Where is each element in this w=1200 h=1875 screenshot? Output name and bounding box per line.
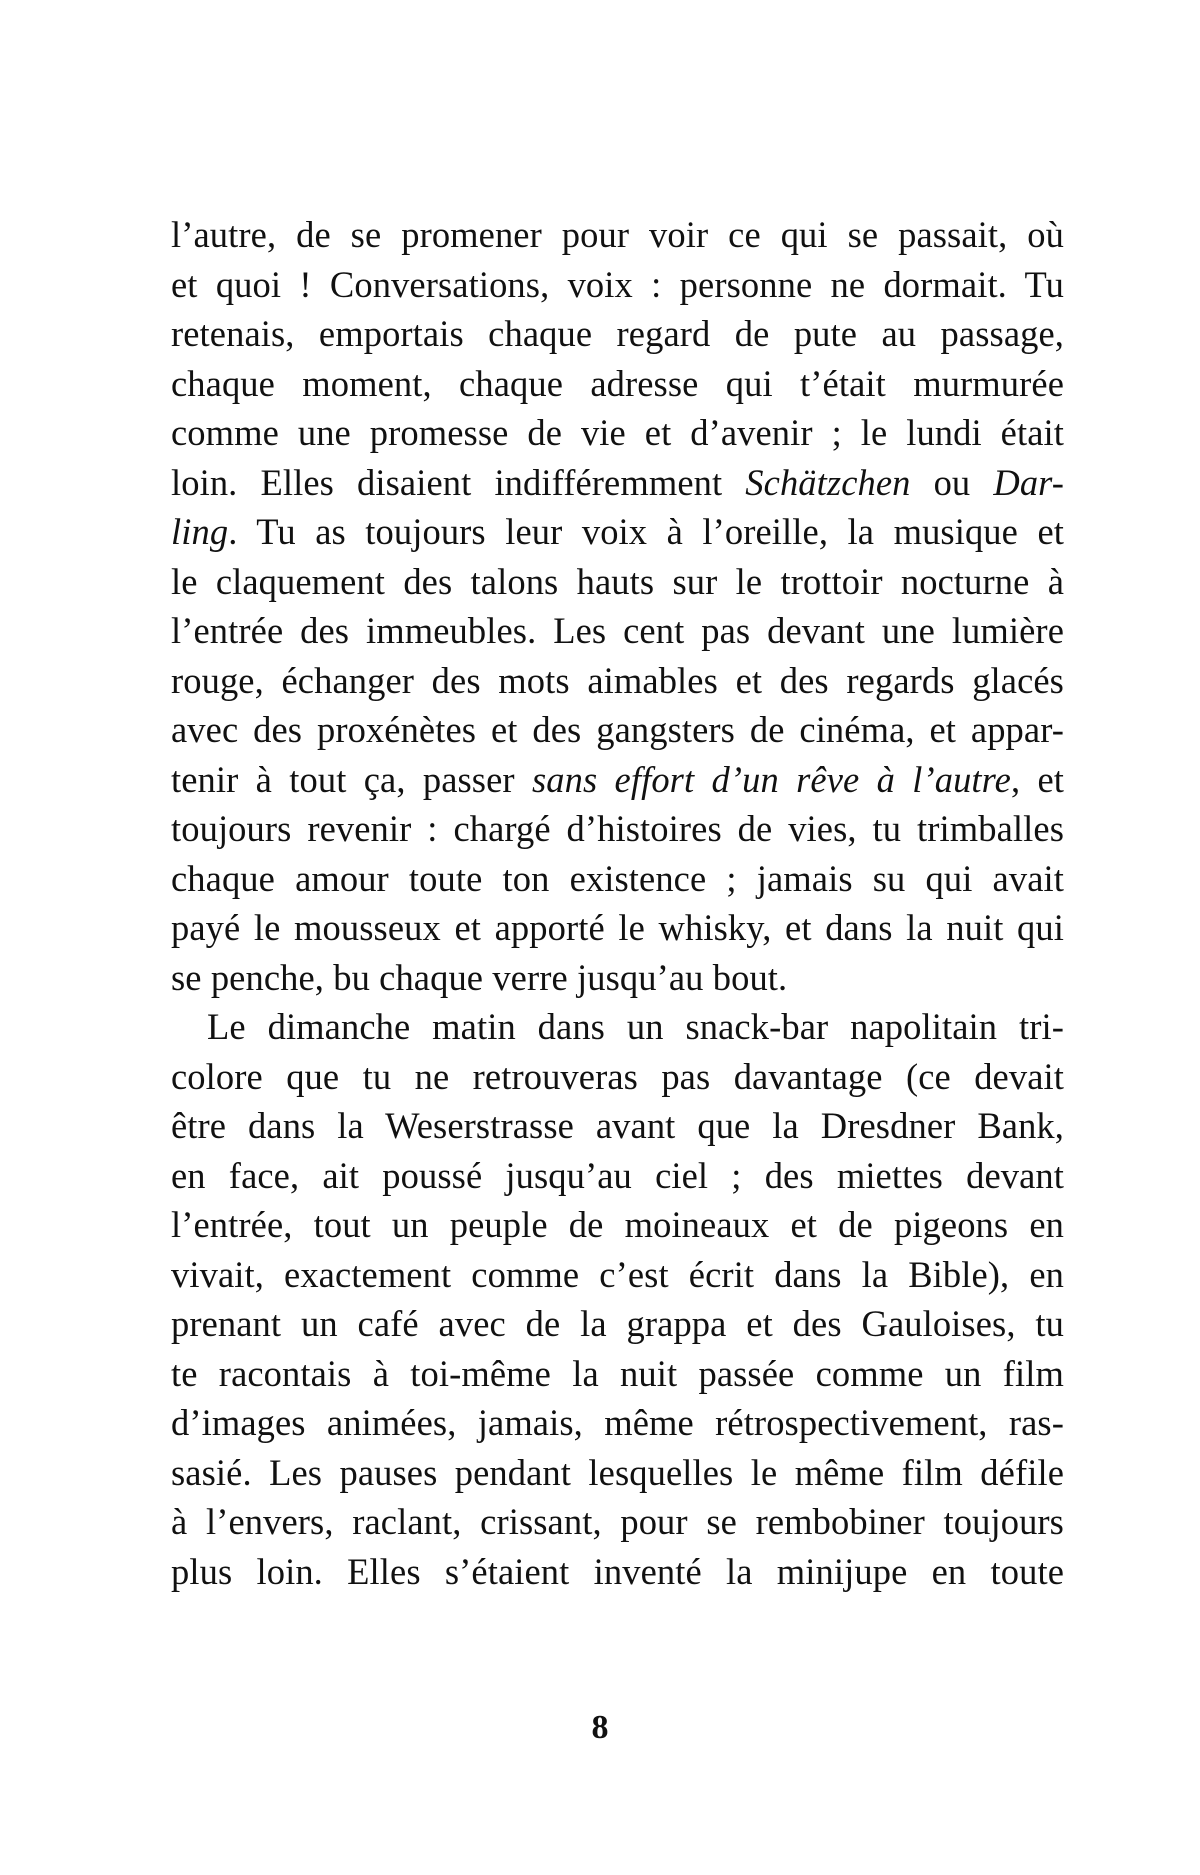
text-segment: l’entrée, tout un peuple de moineaux et de pigeons en	[171, 1204, 1064, 1245]
text-line	[171, 408, 1064, 458]
text-line	[171, 1299, 1064, 1349]
text-segment: . Tu as toujours leur voix à l’oreille, la musique et	[228, 511, 1064, 552]
page-number: 8	[591, 1709, 609, 1746]
text-line	[171, 903, 1064, 953]
text-line	[171, 1398, 1064, 1448]
text-line	[171, 606, 1064, 656]
text-line	[171, 1151, 1064, 1201]
text-segment: prenant un café avec de la grappa et des Gauloises, tu	[171, 1303, 1064, 1344]
text-line	[171, 1200, 1064, 1250]
text-segment: et quoi ! Conversations, voix : personne ne dormait. Tu	[171, 263, 1064, 305]
text-line	[171, 210, 1064, 260]
text-line	[171, 1052, 1064, 1102]
text-segment: tenir à tout ça, passer	[171, 758, 532, 800]
text-segment: se penche, bu chaque verre jusqu’au bout.	[171, 956, 788, 998]
text-line	[171, 1349, 1064, 1399]
text-line	[171, 507, 1064, 557]
italic-segment: Schätzchen	[745, 461, 911, 503]
text-line	[171, 656, 1064, 706]
text-segment: vivait, exactement comme c’est écrit dans la Bible), en	[171, 1253, 1064, 1295]
text-segment: rouge, échanger des mots aimables et des regards glacés	[171, 659, 1064, 701]
text-segment: à l’envers, raclant, crissant, pour se rembobiner toujours	[171, 1501, 1064, 1542]
text-line	[171, 953, 1064, 1003]
text-segment: payé le mousseux et apporté le whisky, et dans la nuit qui	[171, 907, 1064, 948]
italic-segment: Dar-	[993, 461, 1064, 503]
body-text	[171, 210, 1064, 1596]
text-segment: Le dimanche matin dans un snack-bar napolitain tri-	[207, 1006, 1064, 1047]
text-segment: avec des proxénètes et des gangsters de cinéma, et appar-	[171, 709, 1064, 750]
text-segment: chaque moment, chaque adresse qui t’était murmurée	[171, 362, 1064, 404]
text-line	[171, 755, 1064, 805]
text-line	[171, 1448, 1064, 1498]
text-segment: retenais, emportais chaque regard de pute au passage,	[171, 313, 1064, 354]
text-segment: d’images animées, jamais, même rétrospectivement, ras-	[171, 1402, 1064, 1443]
text-segment: , et	[1010, 758, 1064, 800]
text-segment: chaque amour toute ton existence ; jamais su qui avait	[171, 857, 1064, 899]
text-line	[171, 309, 1064, 359]
italic-segment: ling	[171, 511, 229, 552]
text-segment: plus loin. Elles s’étaient inventé la minijupe en toute	[171, 1550, 1064, 1592]
text-segment: l’entrée des immeubles. Les cent pas devant une lumière	[171, 610, 1064, 651]
text-line	[171, 804, 1064, 854]
text-segment: ou	[910, 461, 994, 503]
text-line	[171, 359, 1064, 409]
text-line	[171, 557, 1064, 607]
text-line	[171, 854, 1064, 904]
text-segment: toujours revenir : chargé d’histoires de vies, tu trimballes	[171, 808, 1064, 849]
text-line	[171, 1250, 1064, 1300]
text-line	[171, 1547, 1064, 1597]
text-segment: sasié. Les pauses pendant lesquelles le même film défile	[171, 1451, 1064, 1493]
text-line	[171, 260, 1064, 310]
text-segment: loin. Elles disaient indifféremment	[171, 461, 746, 503]
text-segment: comme une promesse de vie et d’avenir ; le lundi était	[171, 412, 1064, 453]
text-segment: l’autre, de se promener pour voir ce qui se passait, où	[171, 214, 1064, 255]
text-line	[171, 458, 1064, 508]
text-segment: te racontais à toi-même la nuit passée comme un film	[171, 1352, 1064, 1394]
text-segment: colore que tu ne retrouveras pas davantage (ce devait	[171, 1055, 1064, 1097]
text-segment: en face, ait poussé jusqu’au ciel ; des miettes devant	[171, 1154, 1064, 1196]
text-line	[171, 1002, 1064, 1052]
text-line	[171, 1497, 1064, 1547]
text-segment: être dans la Weserstrasse avant que la Dresdner Bank,	[171, 1105, 1064, 1146]
text-line	[171, 705, 1064, 755]
text-line	[171, 1101, 1064, 1151]
text-segment: le claquement des talons hauts sur le trottoir nocturne à	[171, 560, 1064, 602]
italic-segment: sans effort d’un rêve à l’autre	[531, 758, 1011, 800]
